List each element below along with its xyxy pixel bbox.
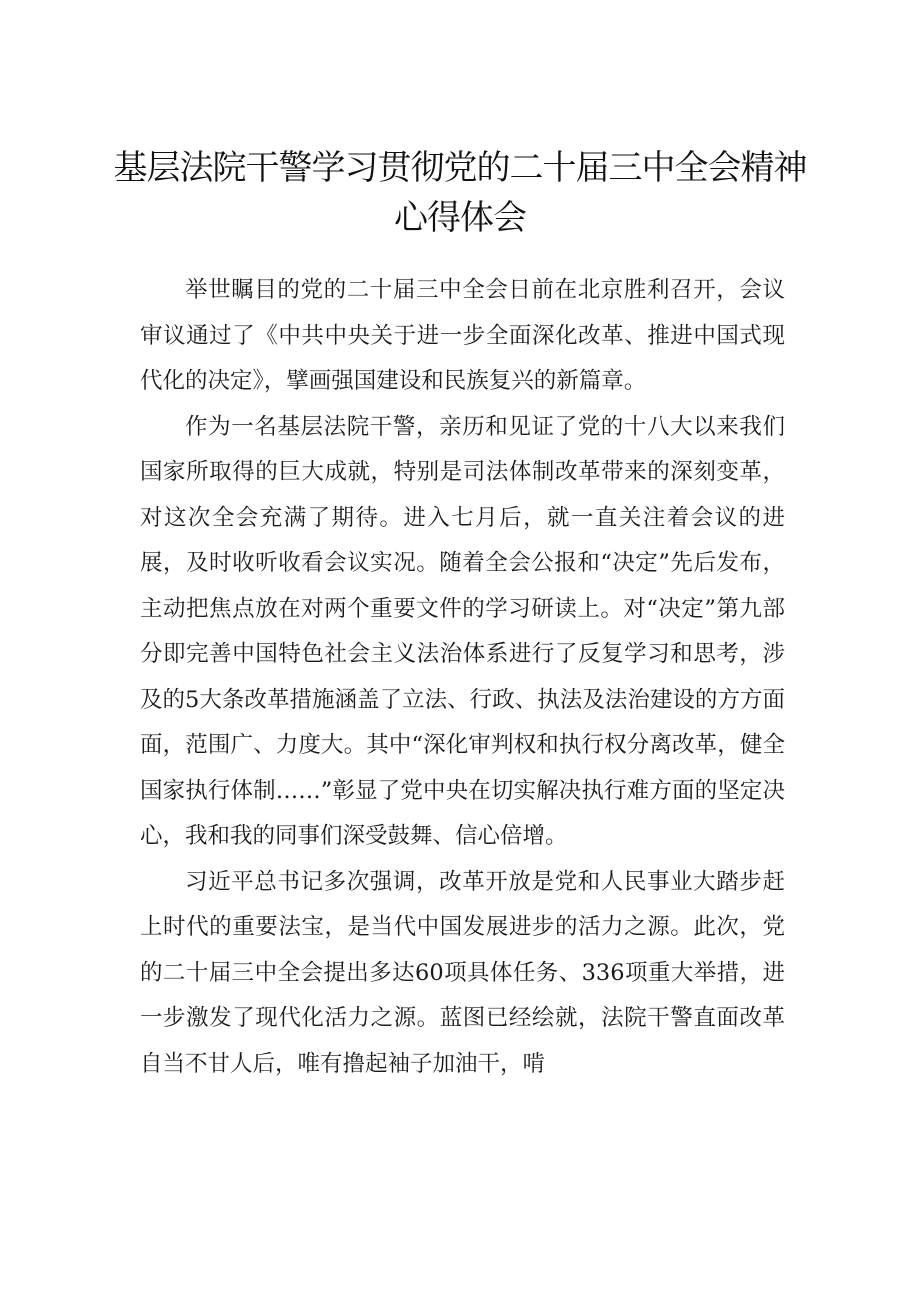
paragraph-3: 习近平总书记多次强调，改革开放是党和人民事业大踏步赶上时代的重要法宝，是当代中国发展进步的活力之源。此次，党的二十届三中全会提出多达60项具体任务、336项重大举措，进一步激发了现代化活力之源。蓝图已经绘就，法院干警直面改革自当不甘人后，唯有撸起袖子加油干，啃	[140, 868, 785, 1077]
document-body	[140, 268, 785, 1087]
document-title: 基层法院干警学习贯彻党的二十届三中全会精神心得体会	[113, 148, 807, 238]
paragraph-1: 举世瞩目的党的二十届三中全会日前在北京胜利召开，会议审议通过了《中共中央关于进一步全面深化改革、推进中国式现代化的决定》，擘画强国建设和民族复兴的新篇章。	[140, 277, 785, 394]
paragraph-2: 作为一名基层法院干警，亲历和见证了党的十八大以来我们国家所取得的巨大成就，特别是司法体制改革带来的深刻变革，对这次全会充满了期待。进入七月后，就一直关注着会议的进展，及时收听收看会议实况。随着全会公报和“决定”先后发布，主动把焦点放在对两个重要文件的学习研读上。对“决定”第九部分即完善中国特色社会主义法治体系进行了反复学习和思考，涉及的5大条改革措施涵盖了立法、行政、执法及法治建设的方方面面，范围广、力度大。其中“深化审判权和执行权分离改革，健全国家执行体制……”彰显了党中央在切实解决执行难方面的坚定决心，我和我的同事们深受鼓舞、信心倍增。	[140, 413, 785, 849]
